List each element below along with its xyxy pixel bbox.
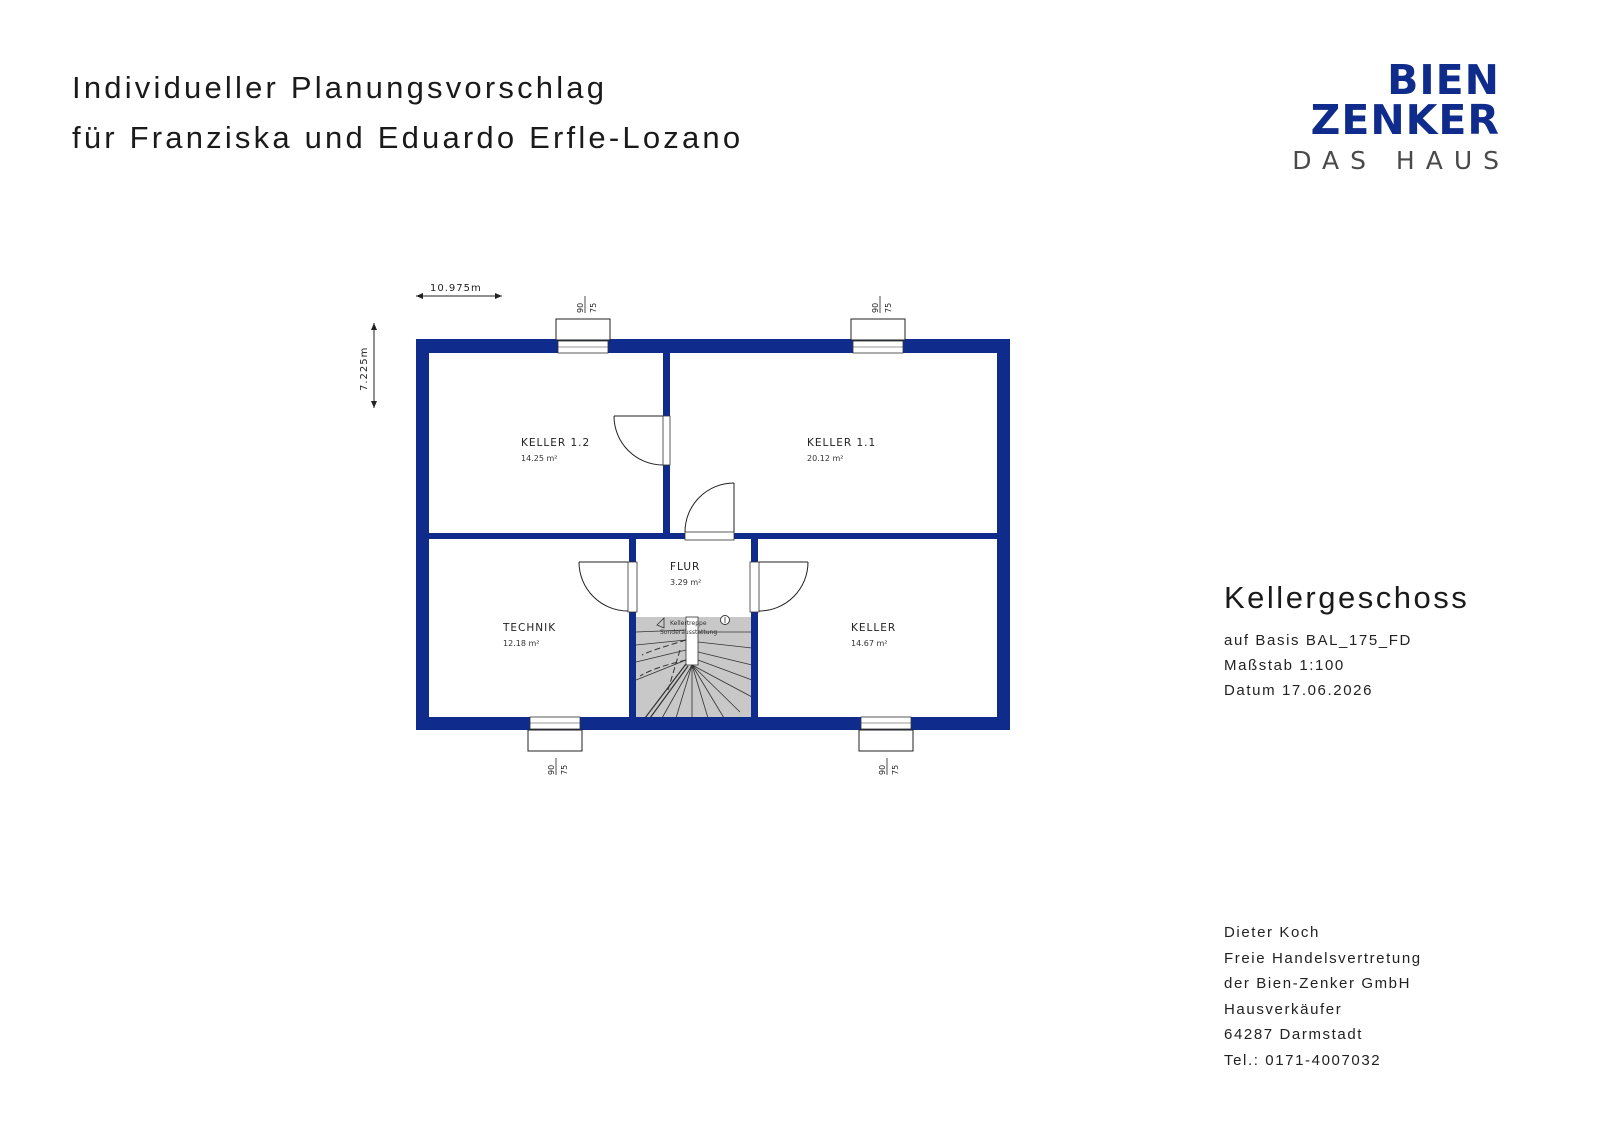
logo-line-1: BIEN	[1387, 56, 1500, 104]
window-dim-top: 90	[871, 302, 880, 313]
room-technik	[502, 622, 556, 648]
room-area: 3.29 m²	[670, 578, 702, 587]
window-dim-top: 90	[878, 764, 887, 775]
window-dim-top: 90	[547, 764, 556, 775]
room-keller-1-1	[807, 437, 876, 463]
stair-note-line-2: Sonderausstattung	[660, 629, 718, 636]
room-name: FLUR	[670, 561, 701, 573]
door-keller-1-1	[685, 483, 734, 532]
dimension-height-label: 7.225m	[359, 346, 370, 391]
dimension-width	[416, 283, 502, 299]
window-dim-bottom: 75	[589, 302, 598, 313]
door-technik	[579, 562, 628, 611]
window-dim-bottom: 75	[884, 302, 893, 313]
room-keller	[851, 622, 896, 648]
door-keller-1-2	[614, 416, 663, 465]
contact-name: Dieter Koch	[1224, 924, 1320, 941]
room-name: KELLER	[851, 622, 897, 634]
window-top-right	[851, 296, 905, 353]
window-bottom-right	[859, 717, 913, 775]
contact-role: Freie Handelsvertretung	[1224, 949, 1422, 967]
plan-title-line-1: Individueller Planungsvorschlag	[72, 70, 608, 105]
room-area: 14.25 m²	[521, 454, 558, 463]
room-name: TECHNIK	[503, 622, 557, 634]
door-keller	[759, 562, 808, 611]
window-dim-top: 90	[576, 302, 585, 313]
room-area: 12.18 m²	[503, 639, 540, 648]
floor-name: Kellergeschoss	[1224, 580, 1470, 615]
window-bottom-left	[528, 717, 582, 775]
floor-scale: Maßstab 1:100	[1224, 657, 1345, 674]
window-dim-bottom: 75	[891, 764, 900, 775]
logo-line-2: ZENKER	[1310, 96, 1500, 144]
room-keller-1-2	[521, 437, 590, 463]
logo-line-3: DAS HAUS	[1292, 146, 1510, 175]
floor-info	[1224, 580, 1469, 703]
contact-title: Hausverkäufer	[1224, 1000, 1343, 1018]
room-name: KELLER 1.2	[521, 437, 591, 449]
window-dim-bottom: 75	[560, 764, 569, 775]
room-area: 20.12 m²	[807, 454, 844, 463]
floor-date: Datum 17.06.2026	[1224, 682, 1374, 699]
contact-city: 64287 Darmstadt	[1224, 1026, 1364, 1043]
contact-phone: Tel.: 0171-4007032	[1224, 1051, 1382, 1069]
window-top-left	[556, 296, 610, 353]
contact-company: der Bien-Zenker GmbH	[1224, 975, 1412, 992]
plan-title-line-2: für Franziska und Eduardo Erfle-Lozano	[72, 120, 744, 155]
room-flur	[670, 561, 701, 587]
contact-block	[1224, 920, 1422, 1073]
dimension-height	[359, 323, 377, 408]
staircase	[636, 616, 752, 719]
room-area: 14.67 m²	[851, 639, 888, 648]
room-name: KELLER 1.1	[807, 437, 877, 449]
stair-note-line-1: Kellertreppe	[670, 620, 707, 627]
floor-basis: auf Basis BAL_175_FD	[1224, 632, 1412, 649]
dimension-width-label: 10.975m	[430, 283, 482, 294]
